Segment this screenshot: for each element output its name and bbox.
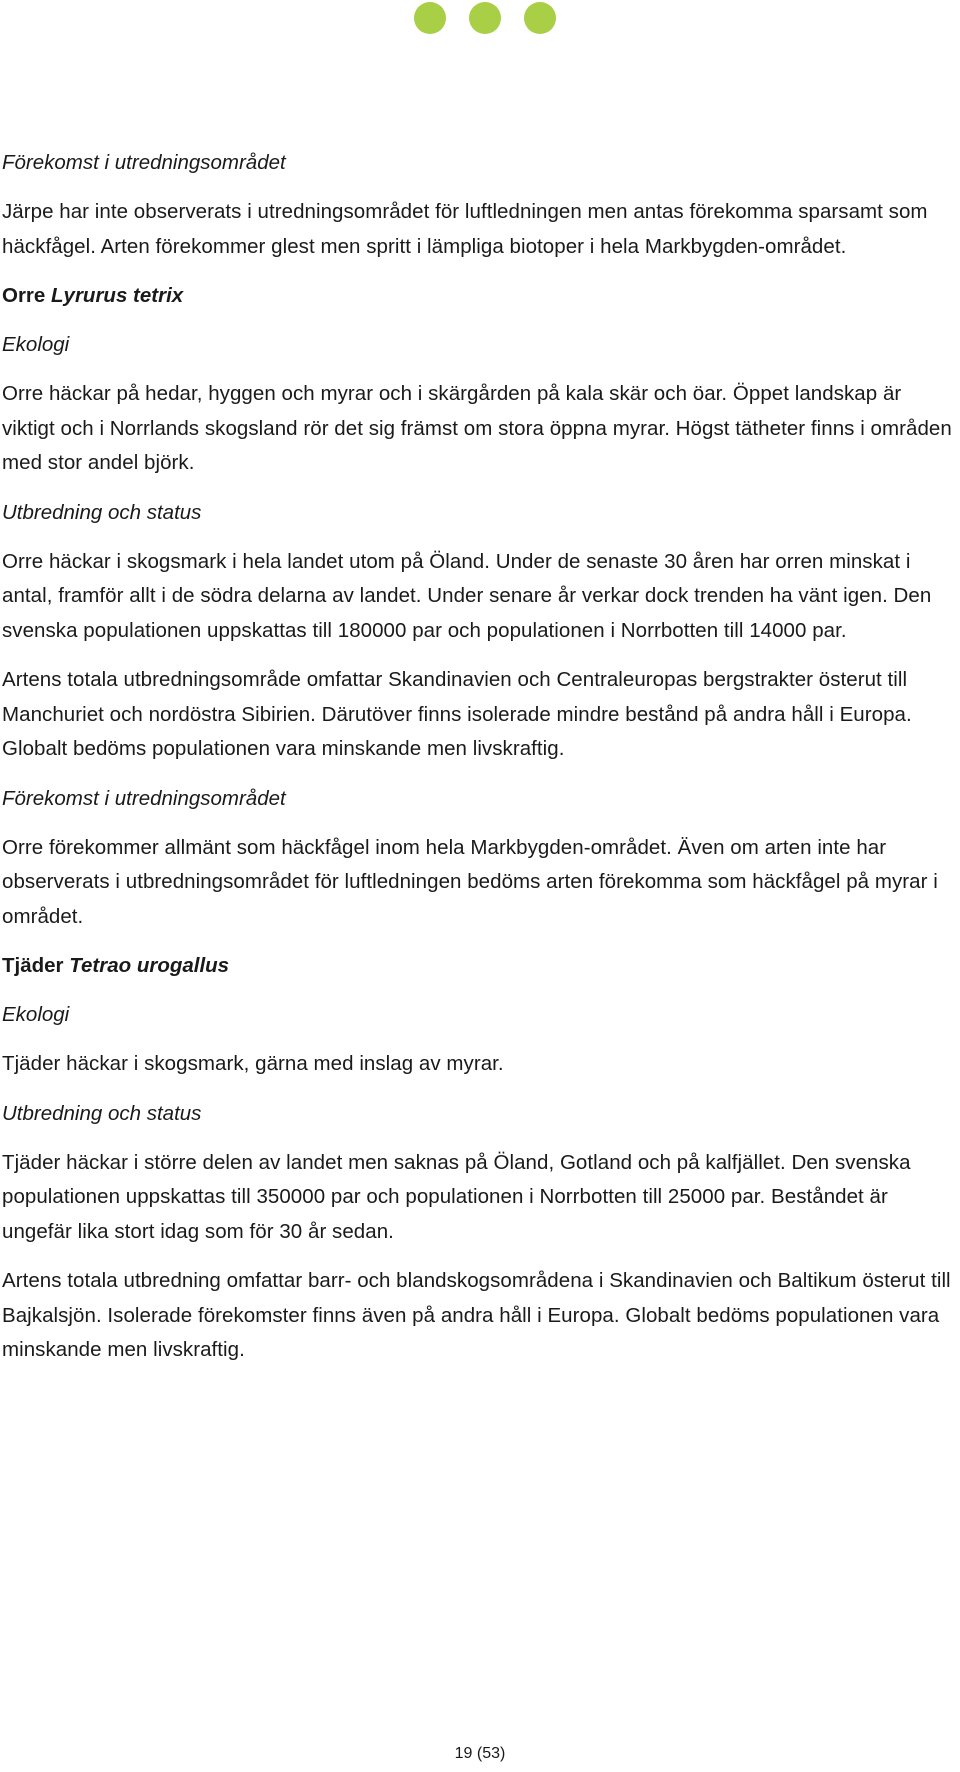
decorative-dot-3	[524, 2, 556, 34]
decorative-dot-2	[469, 2, 501, 34]
section-heading: Förekomst i utredningsområdet	[2, 151, 286, 174]
paragraph: Tjäder häckar i skogsmark, gärna med inslag av myrar.	[2, 1052, 504, 1075]
decorative-dot-1	[414, 2, 446, 34]
section-heading: Förekomst i utredningsområdet	[2, 786, 286, 810]
species-name: Orre	[2, 284, 46, 307]
paragraph: Orre häckar i skogsmark i hela landet utom på Öland. Under de senaste 30 åren har orren minskat i antal, framför allt i de södra delarna av landet. Under senare år verkar dock trenden ha vänt igen. Den svenska populationen uppskattas till 180000 par och populationen i Norrbotten till 14000 par.	[2, 549, 932, 642]
section-heading: Ekologi	[2, 1003, 70, 1026]
paragraph: Tjäder häckar i större delen av landet men saknas på Öland, Gotland och på kalfjället. Den svenska populationen uppskattas till 350000 par och populationen i Norrbotten till 25000 par. Beståndet är ungefär lika stort idag som för 30 år sedan.	[2, 1150, 911, 1243]
section-heading: Utbredning och status	[2, 1101, 202, 1125]
paragraph: Järpe har inte observerats i utredningsområdet för luftledningen men antas förekomma sparsamt som häckfågel. Arten förekommer glest men spritt i lämpliga biotoper i hela Markbygden-området.	[2, 200, 928, 258]
paragraph: Orre förekommer allmänt som häckfågel inom hela Markbygden-området. Även om arten inte har observerats i utbredningsområdet för luftledningen bedöms arten förekomma som häckfågel på myrar i området.	[2, 835, 938, 928]
section-heading: Utbredning och status	[2, 500, 202, 524]
species-latin-name: Tetrao urogallus	[69, 954, 230, 977]
species-name: Tjäder	[2, 954, 64, 977]
species-latin-name: Lyrurus tetrix	[51, 284, 184, 307]
species-heading-tjader	[2, 949, 957, 983]
section-heading: Ekologi	[2, 333, 70, 356]
paragraph: Artens totala utbredningsområde omfattar Skandinavien och Centraleuropas bergstrakter österut till Manchuriet och nordöstra Sibirien. Därutöver finns isolerade mindre bestånd på andra håll i Europa. Globalt bedöms populationen vara minskande men livskraftig.	[2, 668, 912, 760]
paragraph: Orre häckar på hedar, hyggen och myrar och i skärgården på kala skär och öar. Öppet landskap är viktigt och i Norrlands skogsland rör det sig främst om stora öppna myrar. Högst tätheter finns i områden med stor andel björk.	[2, 382, 952, 474]
document-body	[2, 146, 957, 1383]
page-number: 19 (53)	[454, 1745, 506, 1762]
header-dots	[414, 2, 556, 36]
species-heading-orre	[2, 279, 957, 313]
paragraph: Artens totala utbredning omfattar barr- och blandskogsområdena i Skandinavien och Baltikum österut till Bajkalsjön. Isolerade förekomster finns även på andra håll i Europa. Globalt bedöms populationen vara minskande men livskraftig.	[2, 1269, 951, 1361]
